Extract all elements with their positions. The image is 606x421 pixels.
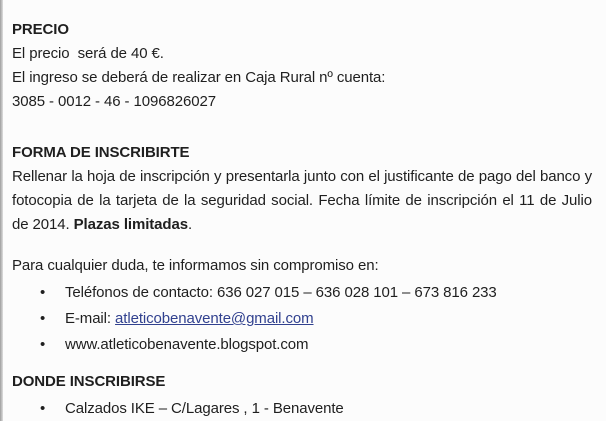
list-item-location bbox=[12, 396, 592, 421]
email-prefix: E-mail: bbox=[65, 310, 116, 327]
forma-paragraph-bold: Plazas limitadas bbox=[73, 216, 188, 233]
forma-paragraph bbox=[12, 165, 592, 237]
precio-heading: PRECIO bbox=[12, 21, 69, 38]
page-left-edge bbox=[0, 0, 3, 421]
donde-heading: DONDE INSCRIBIRSE bbox=[12, 373, 166, 390]
precio-line-price: El precio será de 40 €. bbox=[12, 45, 164, 62]
contacto-bullet-list bbox=[12, 280, 592, 358]
contacto-intro: Para cualquier duda, te informamos sin compromiso en: bbox=[12, 257, 379, 274]
precio-line-bank: El ingreso se deberá de realizar en Caja Rural nº cuenta: bbox=[12, 69, 386, 86]
forma-paragraph-text: Rellenar la hoja de inscripción y presentarla junto con el justificante de pago del banco y fotocopia de la tarjeta de la seguridad social. Fecha límite de inscripción el 11 de Julio de 2014. bbox=[12, 168, 592, 233]
forma-paragraph-period: . bbox=[187, 216, 193, 233]
location-text: Calzados IKE – C/Lagares , 1 - Benavente bbox=[65, 400, 344, 417]
email-link[interactable]: atleticobenavente@gmail.com bbox=[115, 310, 314, 327]
bullet-icon: • bbox=[40, 400, 46, 417]
bullet-icon: • bbox=[40, 284, 46, 301]
donde-bullet-list bbox=[12, 396, 592, 421]
section-forma bbox=[12, 141, 592, 237]
precio-line-account-number: 3085 - 0012 - 46 - 1096826027 bbox=[12, 93, 216, 110]
section-precio bbox=[12, 18, 592, 114]
list-item-email bbox=[12, 306, 592, 332]
document-content bbox=[12, 18, 592, 421]
bullet-icon: • bbox=[40, 310, 46, 327]
section-contacto bbox=[12, 254, 592, 358]
bullet-icon: • bbox=[40, 336, 46, 353]
email-label bbox=[65, 306, 314, 332]
forma-heading: FORMA DE INSCRIBIRTE bbox=[12, 144, 190, 161]
phones-text: Teléfonos de contacto: 636 027 015 – 636 028 101 – 673 816 233 bbox=[65, 284, 497, 301]
list-item-website bbox=[12, 332, 592, 358]
section-donde bbox=[12, 370, 592, 421]
list-item-phones bbox=[12, 280, 592, 306]
website-text: www.atleticobenavente.blogspot.com bbox=[65, 336, 309, 353]
